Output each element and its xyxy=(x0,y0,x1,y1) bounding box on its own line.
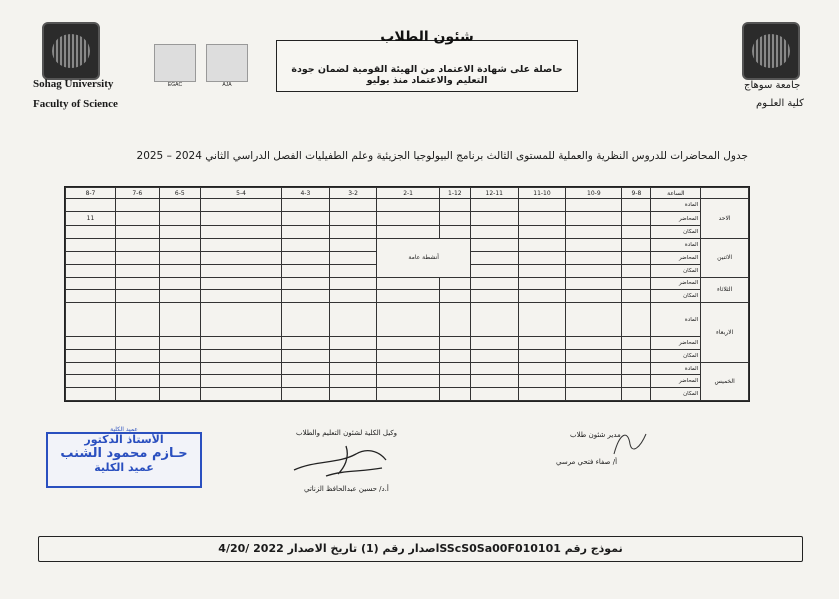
schedule-cell xyxy=(329,251,377,264)
schedule-cell xyxy=(282,362,330,375)
schedule-cell xyxy=(66,303,116,337)
university-name-en: Sohag University xyxy=(33,78,114,90)
schedule-cell xyxy=(518,264,566,277)
schedule-cell xyxy=(470,290,518,303)
schedule-cell xyxy=(518,349,566,362)
row-label-subject: المادة xyxy=(651,199,701,212)
schedule-cell xyxy=(282,290,330,303)
schedule-cell xyxy=(470,226,518,239)
schedule-cell xyxy=(329,375,377,388)
vice-dean-title: وكيل الكلية لشئون التعليم والطلاب xyxy=(296,429,398,437)
schedule-cell xyxy=(518,388,566,401)
schedule-cell xyxy=(201,277,282,290)
schedule-cell xyxy=(622,388,651,401)
schedule-cell xyxy=(470,349,518,362)
schedule-cell xyxy=(622,251,651,264)
row-label-lecturer: المحاضر xyxy=(651,375,701,388)
schedule-cell xyxy=(377,277,439,290)
schedule-cell xyxy=(115,388,159,401)
slot-header: 4-3 xyxy=(282,188,330,199)
corner-cell xyxy=(701,188,749,199)
schedule-table xyxy=(64,186,750,402)
schedule-cell xyxy=(66,337,116,350)
schedule-cell xyxy=(282,239,330,252)
schedule-cell xyxy=(159,388,201,401)
schedule-cell xyxy=(282,349,330,362)
schedule-cell xyxy=(439,388,470,401)
day-sunday: الاحد xyxy=(701,199,749,239)
schedule-cell xyxy=(115,239,159,252)
schedule-cell xyxy=(439,362,470,375)
schedule-cell xyxy=(201,337,282,350)
schedule-cell xyxy=(282,211,330,226)
schedule-cell xyxy=(159,239,201,252)
schedule-cell xyxy=(282,226,330,239)
row-label-place: المكان xyxy=(651,388,701,401)
footer-text: نموذج رقم SScS0Sa00F010101اصدار رقم (1) تاريخ الاصدار 2022 /4/20 xyxy=(218,542,623,555)
schedule-cell xyxy=(201,349,282,362)
schedule-cell xyxy=(115,349,159,362)
schedule-cell xyxy=(115,337,159,350)
schedule-cell xyxy=(66,388,116,401)
slot-header: 12-11 xyxy=(470,188,518,199)
schedule-cell xyxy=(470,211,518,226)
dean-stamp-line3: عميد الكلية xyxy=(94,461,154,474)
aja-certificate-logo: AJA xyxy=(206,44,248,88)
schedule-cell xyxy=(439,349,470,362)
schedule-cell xyxy=(470,303,518,337)
schedule-cell xyxy=(159,349,201,362)
day-thursday: الخميس xyxy=(701,362,749,400)
schedule-cell xyxy=(622,226,651,239)
faculty-name-en: Faculty of Science xyxy=(33,98,118,110)
schedule-cell xyxy=(377,349,439,362)
schedule-cell xyxy=(115,375,159,388)
schedule-cell xyxy=(329,226,377,239)
schedule-cell xyxy=(518,211,566,226)
banner-text: حاصلة على شهادة الاعتماد من الهيئة القومية لضمان جودة التعليم والاعتماد منذ يوليو xyxy=(291,64,563,86)
schedule-cell xyxy=(159,264,201,277)
schedule-cell xyxy=(159,303,201,337)
schedule-cell xyxy=(566,226,622,239)
row-label-lecturer: المحاضر xyxy=(651,337,701,350)
schedule-cell xyxy=(159,362,201,375)
schedule-cell xyxy=(518,337,566,350)
accreditation-banner xyxy=(276,29,578,92)
schedule-cell xyxy=(115,264,159,277)
schedule-cell xyxy=(566,211,622,226)
day-tuesday: الثلاثاء xyxy=(701,277,749,303)
row-label-lecturer: المحاضر xyxy=(651,211,701,226)
slot-header: 5-4 xyxy=(201,188,282,199)
schedule-cell xyxy=(518,226,566,239)
schedule-cell xyxy=(377,211,439,226)
schedule-cell xyxy=(439,375,470,388)
schedule-cell xyxy=(470,337,518,350)
schedule-cell xyxy=(282,337,330,350)
schedule-cell xyxy=(439,199,470,212)
schedule-cell xyxy=(159,277,201,290)
schedule-cell xyxy=(115,226,159,239)
schedule-cell xyxy=(622,199,651,212)
schedule-cell xyxy=(377,303,439,337)
schedule-cell xyxy=(159,337,201,350)
schedule-cell xyxy=(566,251,622,264)
schedule-cell xyxy=(282,303,330,337)
schedule-cell xyxy=(66,362,116,375)
schedule-cell xyxy=(115,303,159,337)
schedule-cell xyxy=(201,199,282,212)
schedule-cell xyxy=(329,211,377,226)
schedule-cell xyxy=(329,388,377,401)
schedule-cell xyxy=(282,199,330,212)
schedule-cell xyxy=(518,277,566,290)
schedule-cell xyxy=(282,388,330,401)
schedule-cell xyxy=(566,388,622,401)
slot-header: 2-1 xyxy=(377,188,439,199)
schedule-cell xyxy=(470,264,518,277)
schedule-cell xyxy=(518,290,566,303)
egac-certificate-logo: EGAC xyxy=(154,44,196,88)
day-monday: الاثنين xyxy=(701,239,749,277)
schedule-cell xyxy=(439,290,470,303)
schedule-cell xyxy=(329,349,377,362)
schedule-cell xyxy=(518,199,566,212)
students-manager-signature xyxy=(610,424,650,460)
schedule-cell xyxy=(622,264,651,277)
schedule-cell xyxy=(622,303,651,337)
schedule-cell xyxy=(470,239,518,252)
sunday-note-cell: 11 xyxy=(66,211,116,226)
schedule-cell xyxy=(115,277,159,290)
schedule-cell xyxy=(201,375,282,388)
schedule-cell xyxy=(566,303,622,337)
schedule-cell xyxy=(622,277,651,290)
row-label-place: المكان xyxy=(651,349,701,362)
schedule-cell xyxy=(377,388,439,401)
schedule-cell xyxy=(622,375,651,388)
schedule-cell xyxy=(566,239,622,252)
schedule-cell xyxy=(470,388,518,401)
university-name-ar: جامعة سوهاج xyxy=(744,80,801,91)
schedule-cell xyxy=(282,251,330,264)
schedule-cell xyxy=(201,226,282,239)
schedule-cell xyxy=(201,362,282,375)
row-label-place: المكان xyxy=(651,226,701,239)
vice-dean-name: أ.د/ حسين عبدالحافظ الزناتي xyxy=(304,485,389,493)
sohag-university-logo-right xyxy=(742,22,800,80)
schedule-cell xyxy=(329,199,377,212)
general-activities-cell: أنشطة عامة xyxy=(377,239,470,277)
schedule-cell xyxy=(282,264,330,277)
schedule-cell xyxy=(115,211,159,226)
schedule-cell xyxy=(201,211,282,226)
schedule-cell xyxy=(159,199,201,212)
schedule-cell xyxy=(566,264,622,277)
schedule-cell xyxy=(201,388,282,401)
schedule-cell xyxy=(66,375,116,388)
schedule-cell xyxy=(470,375,518,388)
schedule-cell xyxy=(329,303,377,337)
schedule-cell xyxy=(159,211,201,226)
dean-stamp-line1: الأستاذ الدكتور xyxy=(84,433,164,446)
schedule-cell xyxy=(201,239,282,252)
slot-header: 8-7 xyxy=(66,188,116,199)
schedule-cell xyxy=(115,362,159,375)
schedule-cell xyxy=(201,303,282,337)
schedule-cell xyxy=(329,362,377,375)
schedule-cell xyxy=(622,349,651,362)
dean-stamp-top: عميد الكلية xyxy=(110,426,138,433)
schedule-cell xyxy=(377,290,439,303)
schedule-cell xyxy=(282,277,330,290)
schedule-cell xyxy=(329,290,377,303)
schedule-cell xyxy=(159,375,201,388)
schedule-cell xyxy=(201,264,282,277)
schedule-cell xyxy=(66,199,116,212)
schedule-cell xyxy=(329,239,377,252)
schedule-cell xyxy=(201,290,282,303)
vice-dean-signature xyxy=(286,440,402,482)
row-label-subject: المادة xyxy=(651,362,701,375)
schedule-cell xyxy=(66,264,116,277)
students-manager-name: أ/ صفاء فتحي مرسي xyxy=(556,458,618,466)
schedule-cell xyxy=(329,264,377,277)
schedule-cell xyxy=(439,226,470,239)
schedule-cell xyxy=(329,337,377,350)
slot-header: 11-10 xyxy=(518,188,566,199)
faculty-name-ar: كلية العلـوم xyxy=(756,98,804,109)
slot-header: 10-9 xyxy=(566,188,622,199)
schedule-cell xyxy=(518,375,566,388)
schedule-cell xyxy=(66,349,116,362)
schedule-cell xyxy=(566,199,622,212)
sohag-university-logo-left xyxy=(42,22,100,80)
schedule-title: جدول المحاضرات للدروس النظرية والعملية للمستوى الثالث برنامج البيولوجيا الجزيئية وعلم الطفيليات الفصل الدراسي الثاني 2024 – 2025 xyxy=(136,150,748,162)
day-wednesday: الاربعاء xyxy=(701,303,749,363)
dean-stamp-line2: حـازم محمود الشنب xyxy=(60,446,188,461)
students-manager-title: مدير شئون طلاب xyxy=(570,431,621,439)
row-label-place: المكان xyxy=(651,264,701,277)
row-label-place: المكان xyxy=(651,290,701,303)
row-label-subject: المادة xyxy=(651,239,701,252)
schedule-cell xyxy=(282,375,330,388)
schedule-cell xyxy=(566,337,622,350)
schedule-cell xyxy=(518,303,566,337)
schedule-cell xyxy=(377,199,439,212)
schedule-cell xyxy=(66,251,116,264)
schedule-cell xyxy=(439,277,470,290)
schedule-cell xyxy=(439,303,470,337)
slot-header: 1-12 xyxy=(439,188,470,199)
slot-header: 7-6 xyxy=(115,188,159,199)
schedule-cell xyxy=(518,239,566,252)
schedule-cell xyxy=(566,349,622,362)
time-header: الساعة xyxy=(651,188,701,199)
schedule-cell xyxy=(566,277,622,290)
schedule-cell xyxy=(66,277,116,290)
row-label-subject: المادة xyxy=(651,303,701,337)
schedule-cell xyxy=(115,290,159,303)
schedule-cell xyxy=(377,362,439,375)
schedule-cell xyxy=(377,226,439,239)
schedule-cell xyxy=(159,226,201,239)
schedule-cell xyxy=(470,199,518,212)
schedule-cell xyxy=(66,290,116,303)
form-footer xyxy=(38,536,803,562)
schedule-cell xyxy=(66,226,116,239)
schedule-cell xyxy=(66,239,116,252)
schedule-cell xyxy=(159,290,201,303)
slot-header: 9-8 xyxy=(622,188,651,199)
schedule-cell xyxy=(329,277,377,290)
schedule-cell xyxy=(518,251,566,264)
row-label-lecturer: المحاضر xyxy=(651,251,701,264)
schedule-cell xyxy=(622,211,651,226)
schedule-cell xyxy=(115,199,159,212)
schedule-cell xyxy=(470,251,518,264)
schedule-cell xyxy=(439,337,470,350)
schedule-cell xyxy=(377,337,439,350)
schedule-cell xyxy=(622,239,651,252)
slot-header: 6-5 xyxy=(159,188,201,199)
schedule-cell xyxy=(377,375,439,388)
schedule-cell xyxy=(566,362,622,375)
schedule-cell xyxy=(622,362,651,375)
slot-header: 3-2 xyxy=(329,188,377,199)
schedule-cell xyxy=(201,251,282,264)
schedule-cell xyxy=(115,251,159,264)
schedule-cell xyxy=(159,251,201,264)
schedule-cell xyxy=(566,375,622,388)
schedule-cell xyxy=(470,362,518,375)
banner-title: شئون الطلاب xyxy=(380,29,474,45)
schedule-cell xyxy=(518,362,566,375)
schedule-cell xyxy=(622,337,651,350)
row-label-lecturer: المحاضر xyxy=(651,277,701,290)
schedule-cell xyxy=(566,290,622,303)
schedule-cell xyxy=(470,277,518,290)
schedule-cell xyxy=(622,290,651,303)
dean-stamp xyxy=(46,426,202,488)
schedule-cell xyxy=(439,211,470,226)
